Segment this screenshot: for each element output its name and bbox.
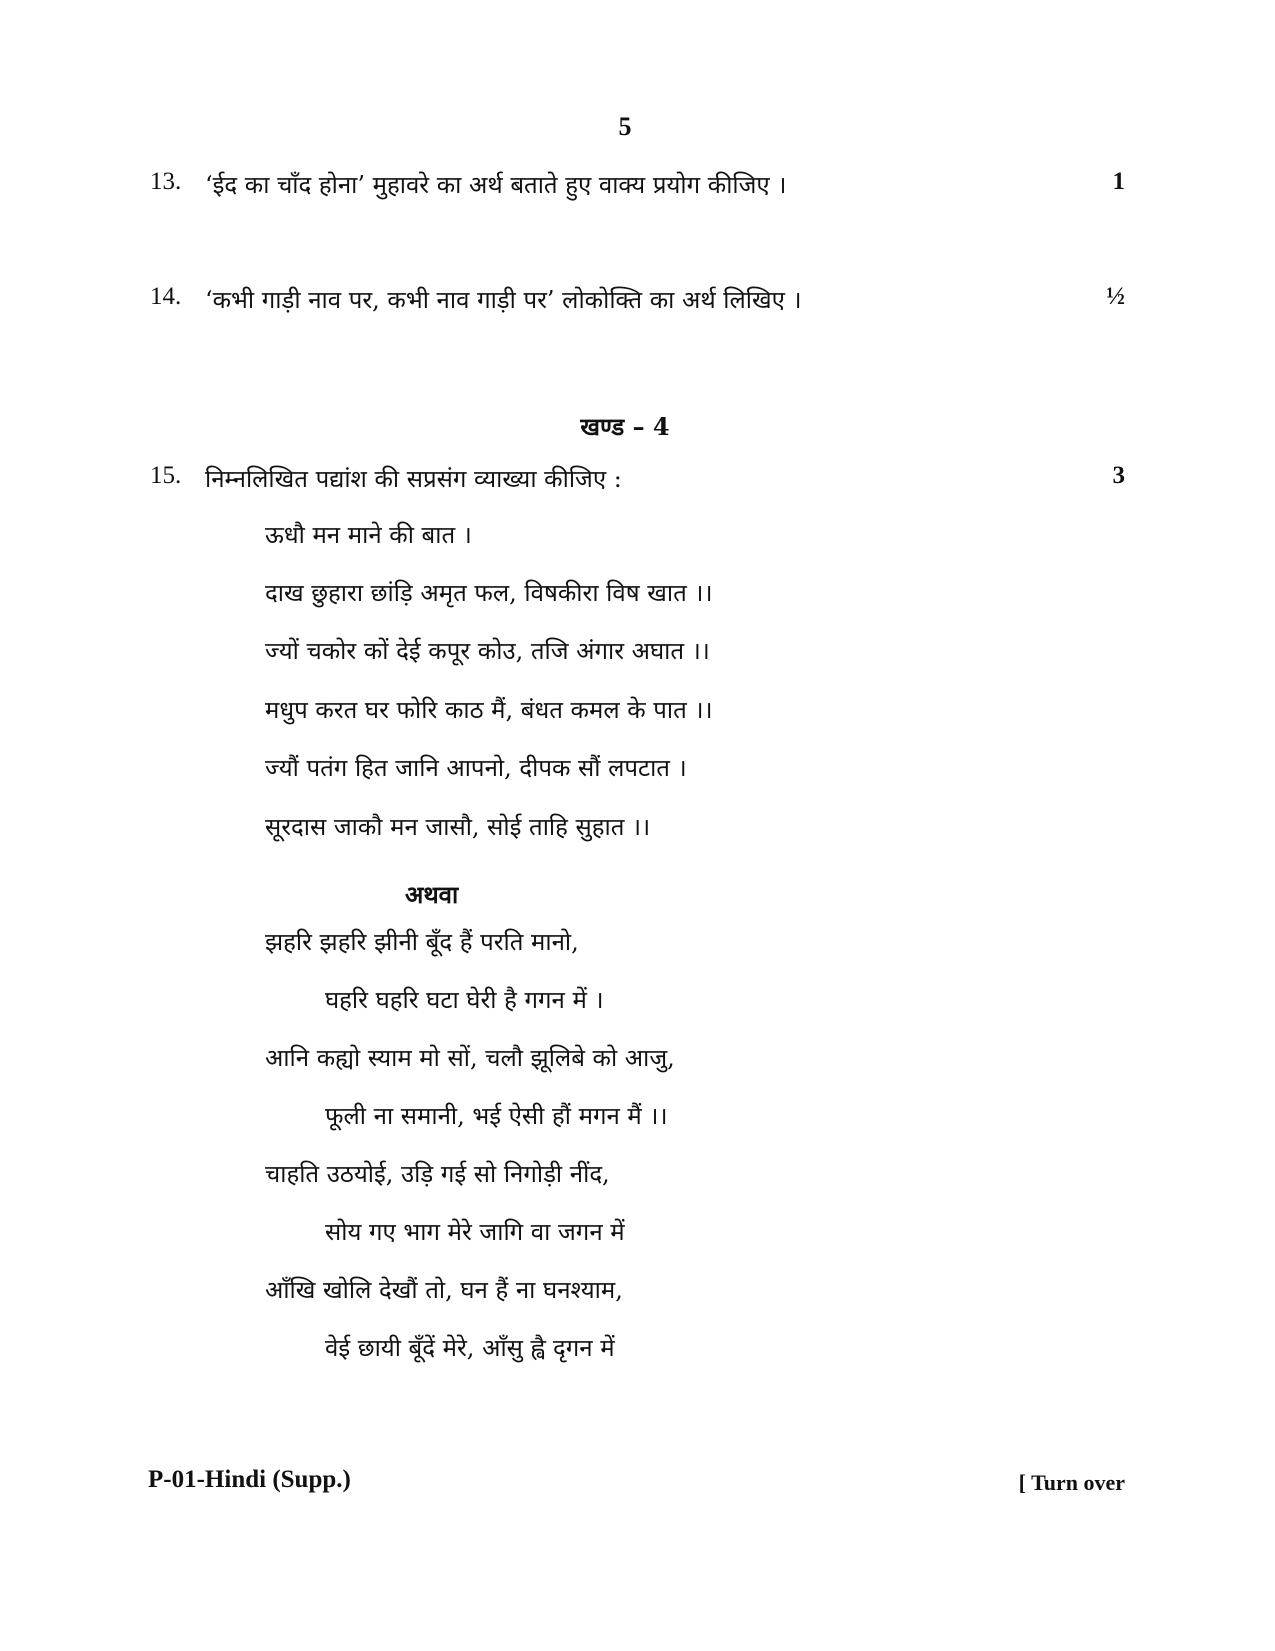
verse-line: सोय गए भाग मेरे जागि वा जगन में — [325, 1218, 625, 1246]
question-text: निम्नलिखित पद्यांश की सप्रसंग व्याख्या कीजिए : — [205, 465, 622, 493]
verse-line: ऊधौ मन माने की बात । — [265, 521, 472, 549]
question-number: 15. — [150, 462, 182, 489]
question-number: 14. — [150, 283, 182, 310]
verse-line: वेई छायी बूँदें मेरे, आँसु ह्वै दृगन में — [325, 1334, 615, 1362]
verse-line: आनि कह्यो स्याम मो सों, चलौ झूलिबे को आजु, — [265, 1044, 675, 1072]
verse-line: दाख छुहारा छांड़ि अमृत फल, विषकीरा विष खात ।। — [265, 579, 713, 607]
verse-line: फूली ना समानी, भई ऐसी हौं मगन मैं ।। — [325, 1102, 668, 1130]
or-label: अथवा — [405, 880, 459, 909]
verse-line: आँखि खोलि देखौं तो, घन हैं ना घनश्याम, — [265, 1276, 623, 1304]
question-number: 13. — [150, 168, 182, 195]
verse-line: ज्यों चकोर कों देई कपूर कोउ, तजि अंगार अघात ।। — [265, 637, 710, 665]
verse-line: चाहति उठयोई, उड़ि गई सो निगोड़ी नींद, — [265, 1160, 610, 1188]
verse-line: घहरि घहरि घटा घेरी है गगन में । — [325, 986, 604, 1014]
turn-over-note: [ Turn over — [1018, 1470, 1125, 1495]
section-heading: खण्ड – 4 — [580, 412, 670, 441]
question-15 — [150, 462, 1125, 502]
verse-line: झहरि झहरि झीनी बूँद हैं परति मानो, — [265, 928, 579, 956]
question-text: ‘ईद का चाँद होना’ मुहावरे का अर्थ बताते हुए वाक्य प्रयोग कीजिए । — [205, 171, 787, 199]
question-text: ‘कभी गाड़ी नाव पर, कभी नाव गाड़ी पर’ लोकोक्ति का अर्थ लिखिए । — [205, 286, 802, 314]
verse-line: मधुप करत घर फोरि काठ मैं, बंधत कमल के पात ।। — [265, 696, 713, 724]
verse-line: ज्यौं पतंग हित जानि आपनो, दीपक सौं लपटात । — [265, 754, 687, 782]
question-marks: ½ — [1106, 283, 1125, 310]
question-marks: 3 — [1112, 462, 1125, 489]
question-13 — [150, 168, 1125, 208]
verse-line: सूरदास जाकौ मन जासौ, सोई ताहि सुहात ।। — [265, 813, 651, 841]
question-14 — [150, 283, 1125, 323]
paper-code: P-01-Hindi (Supp.) — [148, 1466, 351, 1493]
page-number: 5 — [618, 112, 632, 141]
question-marks: 1 — [1112, 168, 1125, 195]
